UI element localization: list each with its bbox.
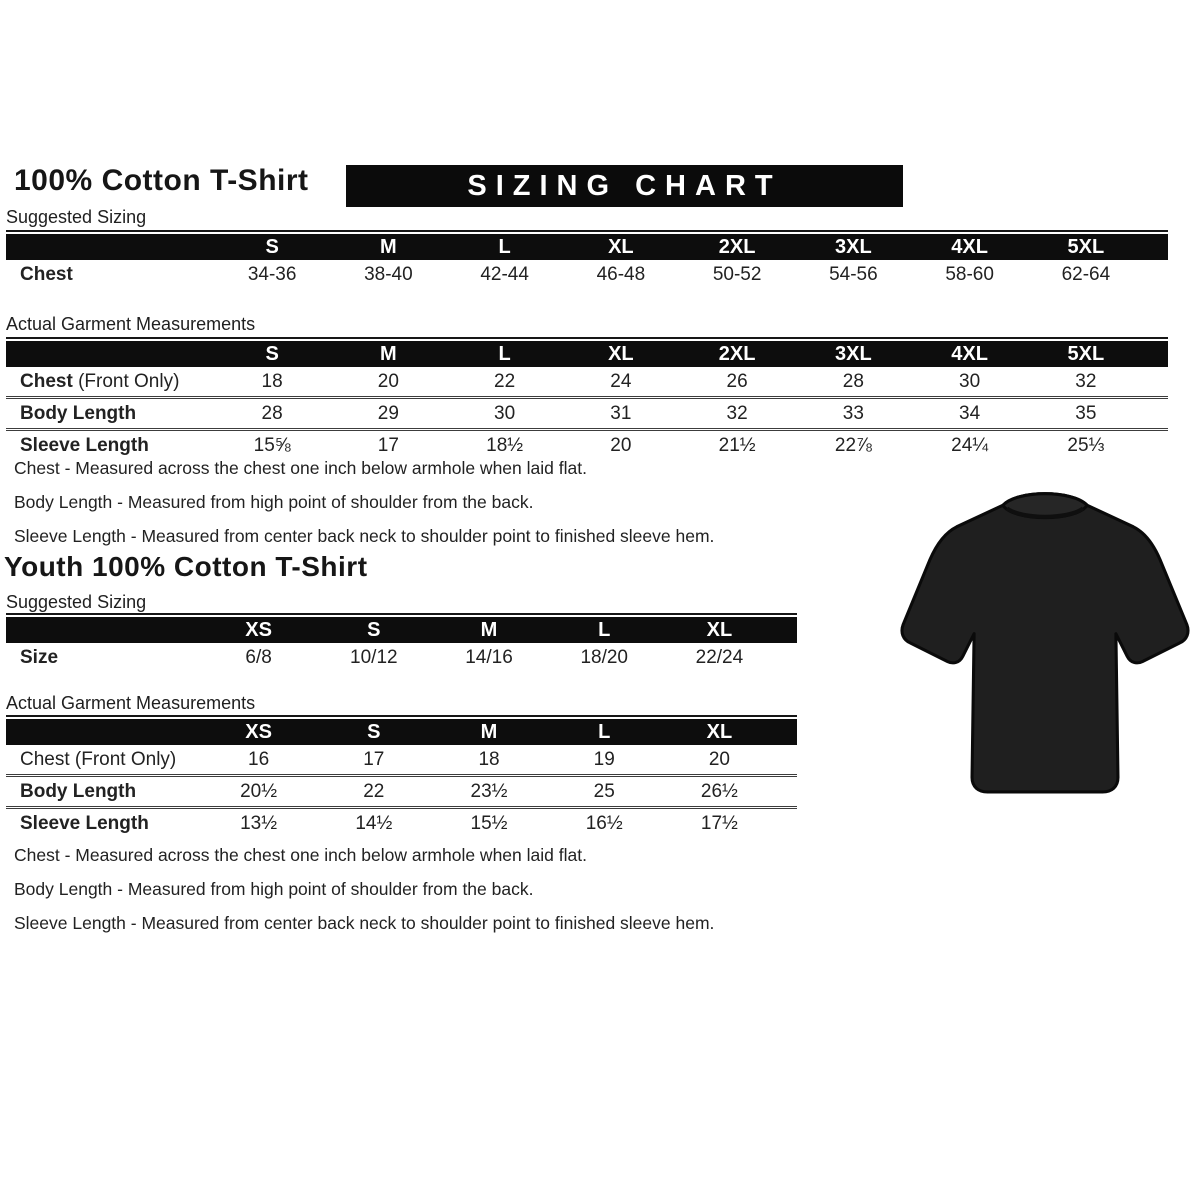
size-column-header: L <box>598 618 611 641</box>
table-row <box>6 643 797 672</box>
size-column-header: L <box>498 342 511 365</box>
youth-measurement-notes <box>14 845 814 947</box>
size-column-header: 2XL <box>718 235 756 258</box>
size-column-header: 2XL <box>718 342 756 365</box>
measurement-value: 42-44 <box>480 263 529 285</box>
size-column-header: XL <box>608 235 634 258</box>
adult-section-title: 100% Cotton T-Shirt <box>14 164 309 197</box>
adult-suggested-sizing-label: Suggested Sizing <box>6 207 147 227</box>
measurement-value: 18 <box>261 370 283 392</box>
table-row <box>6 428 1168 460</box>
measurement-value: 13½ <box>240 812 278 834</box>
table-header-row <box>6 719 797 745</box>
measurement-value: 25 <box>593 780 615 802</box>
measurement-value: 20 <box>377 370 399 392</box>
measurement-value: 6/8 <box>245 646 272 668</box>
measurement-value: 20½ <box>240 780 278 802</box>
row-label: Chest (Front Only) <box>20 370 180 392</box>
measurement-value: 30 <box>494 402 516 424</box>
measurement-value: 26½ <box>700 780 738 802</box>
row-label: Chest (Front Only) <box>20 748 177 770</box>
table-row <box>6 745 797 774</box>
table-row <box>6 260 1168 289</box>
measurement-note-line: Body Length - Measured from high point of shoulder from the back. <box>14 492 534 512</box>
table-row <box>6 774 797 806</box>
table-header-row <box>6 617 797 643</box>
measurement-value: 14/16 <box>465 646 513 668</box>
table-header-row <box>6 234 1168 260</box>
measurement-value: 31 <box>610 402 632 424</box>
size-column-header: M <box>480 618 498 641</box>
measurement-value: 62-64 <box>1061 263 1111 285</box>
measurement-value: 28 <box>261 402 283 424</box>
measurement-value: 24¼ <box>951 434 989 456</box>
measurement-value: 24 <box>610 370 632 392</box>
measurement-value: 22 <box>363 780 385 802</box>
sizing-chart-banner: SIZING CHART <box>346 165 903 207</box>
measurement-value: 38-40 <box>364 263 413 285</box>
measurement-value: 32 <box>726 402 748 424</box>
measurement-value: 17½ <box>700 812 738 834</box>
measurement-value: 30 <box>959 370 981 392</box>
measurement-value: 26 <box>726 370 748 392</box>
adult-suggested-sizing-table <box>6 230 1168 289</box>
size-column-header: XL <box>608 342 634 365</box>
measurement-value: 20 <box>610 434 632 456</box>
size-column-header: S <box>367 720 381 743</box>
measurement-value: 18½ <box>486 434 524 456</box>
measurement-value: 18/20 <box>580 646 628 668</box>
measurement-value: 15½ <box>470 812 508 834</box>
table-header-row <box>6 341 1168 367</box>
size-column-header: 5XL <box>1067 235 1105 258</box>
measurement-value: 19 <box>593 748 615 770</box>
measurement-note-line: Chest - Measured across the chest one inch below armhole when laid flat. <box>14 458 587 478</box>
size-column-header: S <box>265 342 279 365</box>
tshirt-icon <box>896 480 1194 810</box>
size-column-header: S <box>367 618 381 641</box>
measurement-value: 34-36 <box>247 263 297 285</box>
size-column-header: 3XL <box>835 342 872 365</box>
youth-actual-measurements-table <box>6 715 797 838</box>
measurement-value: 14½ <box>355 812 393 834</box>
size-column-header: 3XL <box>835 235 872 258</box>
measurement-value: 20 <box>708 748 730 770</box>
table-row <box>6 396 1168 428</box>
measurement-value: 28 <box>842 370 864 392</box>
size-column-header: L <box>498 235 511 258</box>
row-label: Chest <box>20 263 73 285</box>
measurement-value: 46-48 <box>596 263 646 285</box>
row-label: Sleeve Length <box>20 812 149 834</box>
size-column-header: 4XL <box>951 235 988 258</box>
youth-suggested-sizing-label: Suggested Sizing <box>6 592 147 612</box>
measurement-value: 33 <box>842 402 864 424</box>
measurement-value: 54-56 <box>829 263 878 285</box>
size-column-header: 5XL <box>1067 342 1105 365</box>
measurement-value: 10/12 <box>350 646 398 668</box>
measurement-value: 17 <box>377 434 399 456</box>
size-column-header: L <box>598 720 611 743</box>
row-label: Body Length <box>20 402 137 424</box>
adult-actual-measurements-label: Actual Garment Measurements <box>6 314 256 334</box>
measurement-value: 16 <box>248 748 270 770</box>
measurement-note-line: Body Length - Measured from high point of shoulder from the back. <box>14 879 534 899</box>
size-column-header: XS <box>245 720 272 743</box>
measurement-note-line: Sleeve Length - Measured from center back neck to shoulder point to finished sleeve hem. <box>14 526 715 546</box>
measurement-value: 32 <box>1075 370 1097 392</box>
measurement-value: 15⅝ <box>253 434 291 456</box>
measurement-value: 17 <box>363 748 385 770</box>
table-row <box>6 367 1168 396</box>
table-row <box>6 806 797 838</box>
size-column-header: XS <box>245 618 272 641</box>
size-column-header: M <box>380 342 397 365</box>
youth-suggested-sizing-table <box>6 613 797 672</box>
adult-actual-measurements-table <box>6 337 1168 460</box>
size-column-header: M <box>480 720 498 743</box>
black-tshirt-image <box>896 480 1194 810</box>
size-column-header: 4XL <box>951 342 988 365</box>
measurement-value: 18 <box>478 748 500 770</box>
measurement-value: 22⅞ <box>834 434 872 456</box>
youth-actual-measurements-label: Actual Garment Measurements <box>6 693 256 713</box>
youth-section-title: Youth 100% Cotton T-Shirt <box>4 551 368 582</box>
row-label: Body Length <box>20 780 137 802</box>
measurement-note-line: Sleeve Length - Measured from center back neck to shoulder point to finished sleeve hem. <box>14 913 715 933</box>
row-label: Sleeve Length <box>20 434 149 456</box>
measurement-value: 58-60 <box>945 263 994 285</box>
measurement-value: 22/24 <box>695 646 744 668</box>
size-column-header: S <box>265 235 279 258</box>
adult-measurement-notes <box>14 458 814 560</box>
measurement-value: 34 <box>959 402 981 424</box>
measurement-value: 35 <box>1075 402 1097 424</box>
measurement-value: 23½ <box>470 780 508 802</box>
measurement-value: 21½ <box>718 434 756 456</box>
measurement-value: 22 <box>494 370 516 392</box>
measurement-value: 25⅓ <box>1067 434 1105 456</box>
measurement-note-line: Chest - Measured across the chest one inch below armhole when laid flat. <box>14 845 587 865</box>
size-column-header: M <box>380 235 397 258</box>
size-column-header: XL <box>706 618 733 641</box>
size-column-header: XL <box>706 720 733 743</box>
measurement-value: 29 <box>377 402 399 424</box>
row-label: Size <box>20 646 59 668</box>
measurement-value: 16½ <box>585 812 623 834</box>
measurement-value: 50-52 <box>712 263 762 285</box>
